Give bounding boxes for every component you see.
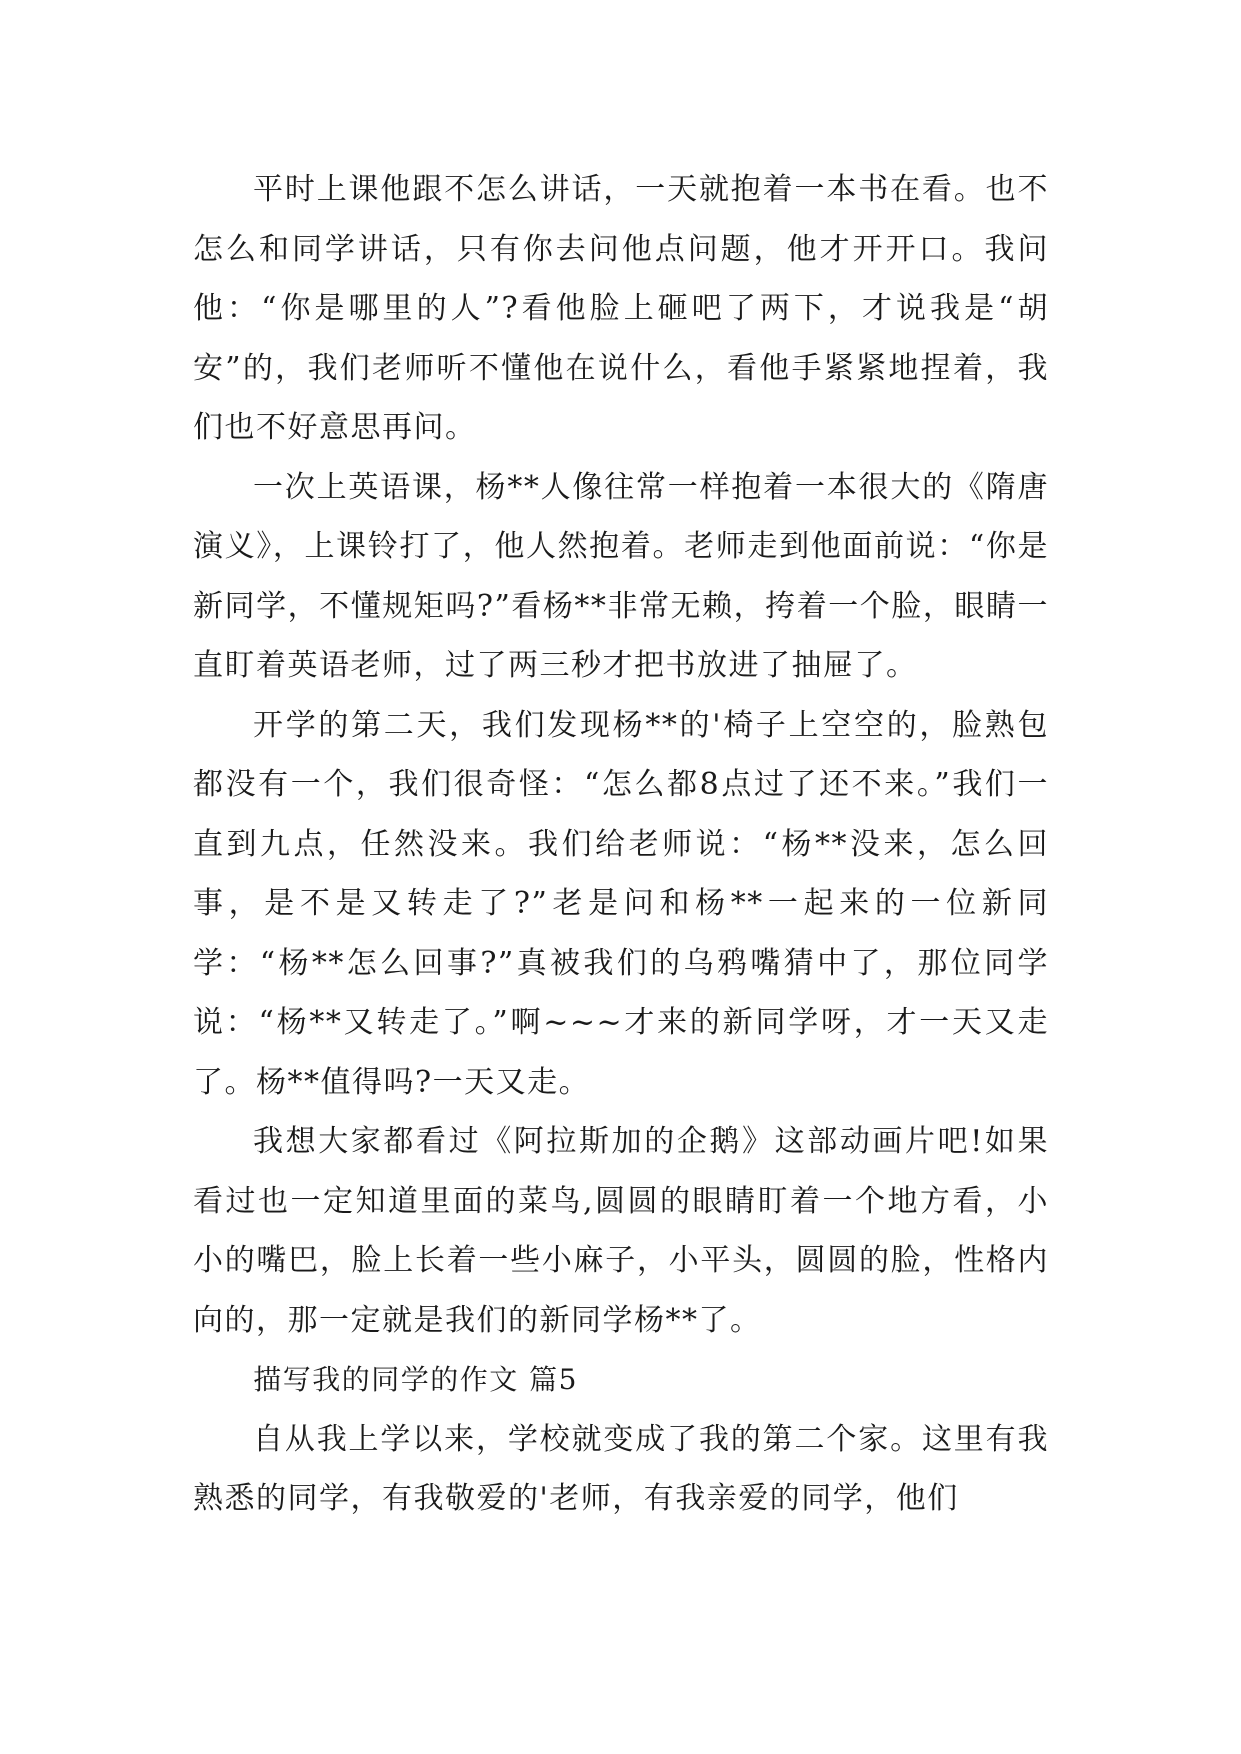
paragraph: 平时上课他跟不怎么讲话，一天就抱着一本书在看。也不怎么和同学讲话，只有你去问他点问题，他才开开口。我问他：“你是哪里的人”?看他脸上砸吧了两下，才说我是“胡安”的，我们老师听不懂他在说什么，看他手紧紧地捏着，我们也不好意思再问。 <box>193 172 1049 445</box>
document-body <box>193 160 1049 1529</box>
paragraph: 自从我上学以来，学校就变成了我的第二个家。这里有我熟悉的同学，有我敬爱的'老师，有我亲爱的同学，他们 <box>193 1421 1049 1516</box>
paragraph: 开学的第二天，我们发现杨**的'椅子上空空的，脸熟包都没有一个，我们很奇怪：“怎么都8点过了还不来。”我们一直到九点，任然没来。我们给老师说：“杨**没来，怎么回事，是不是又转走了?”老是问和杨**一起来的一位新同学：“杨**怎么回事?”真被我们的乌鸦嘴猜中了，那位同学说：“杨**又转走了。”啊~~~才来的新同学呀，才一天又走了。杨**值得吗?一天又走。 <box>193 707 1049 1100</box>
paragraph: 我想大家都看过《阿拉斯加的企鹅》这部动画片吧!如果看过也一定知道里面的菜鸟,圆圆的眼睛盯着一个地方看，小小的嘴巴，脸上长着一些小麻子，小平头，圆圆的脸，性格内向的，那一定就是我们的新同学杨**了。 <box>193 1124 1049 1338</box>
section-heading: 描写我的同学的作文 篇5 <box>253 1363 578 1396</box>
paragraph: 一次上英语课，杨**人像往常一样抱着一本很大的《隋唐演义》，上课铃打了，他人然抱着。老师走到他面前说：“你是新同学，不懂规矩吗?”看杨**非常无赖，挎着一个脸，眼睛一直盯着英语老师，过了两三秒才把书放进了抽屉了。 <box>193 469 1049 683</box>
